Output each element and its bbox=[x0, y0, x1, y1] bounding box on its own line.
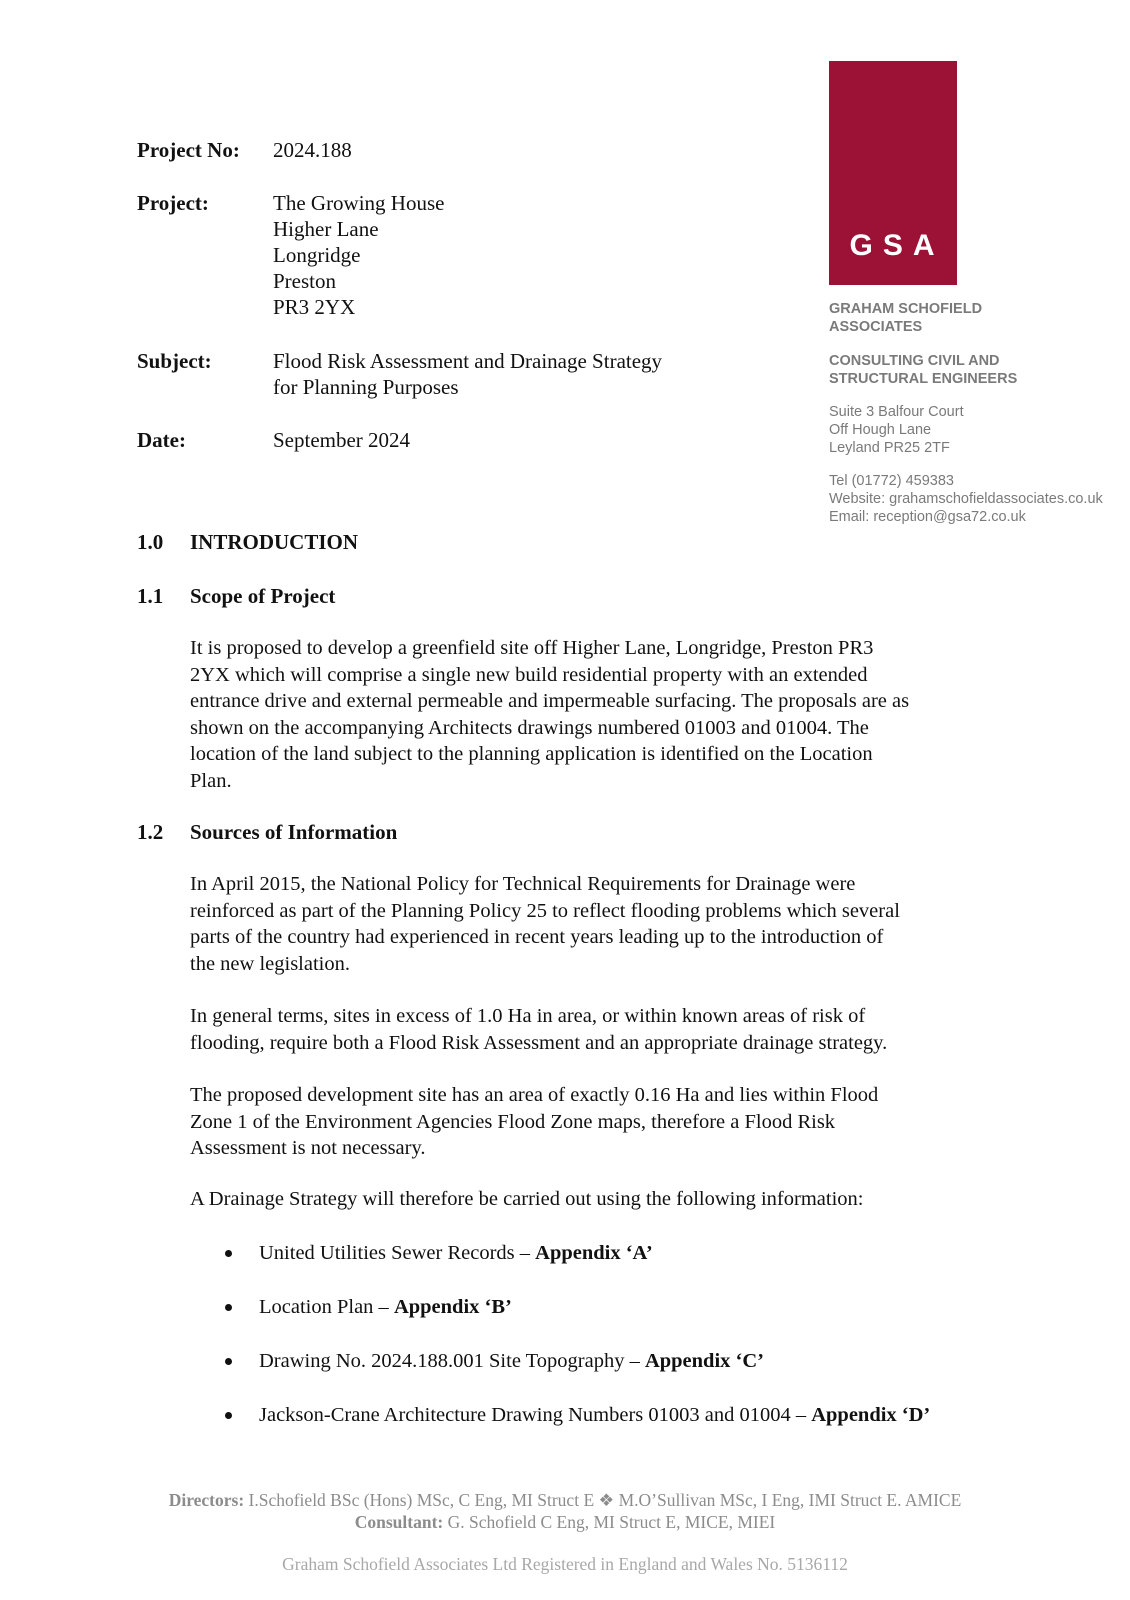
subject-line: Flood Risk Assessment and Drainage Strategy bbox=[273, 349, 663, 373]
paragraph-line: entrance drive and external permeable and impermeable surfacing. The proposals are as bbox=[190, 690, 910, 712]
logo-text: GSA bbox=[849, 229, 945, 262]
consultant-label: Consultant: bbox=[354, 1512, 444, 1532]
paragraph-line: The proposed development site has an area of exactly 0.16 Ha and lies within Flood bbox=[190, 1084, 879, 1106]
project-no-label: Project No: bbox=[137, 138, 240, 162]
sources-paragraph-1 bbox=[190, 871, 1010, 977]
project-line: PR3 2YX bbox=[273, 295, 356, 319]
footer-registration: Graham Schofield Associates Ltd Registered in England and Wales No. 5136112 bbox=[282, 1554, 848, 1574]
paragraph-line: It is proposed to develop a greenfield site off Higher Lane, Longridge, Preston PR3 bbox=[190, 637, 874, 659]
list-item bbox=[259, 1348, 930, 1402]
project-no-value: 2024.188 bbox=[273, 138, 352, 162]
list-item bbox=[259, 1294, 930, 1348]
consultant-text: G. Schofield C Eng, MI Struct E, MICE, MIEI bbox=[447, 1512, 776, 1532]
paragraph-line: Plan. bbox=[190, 769, 232, 792]
bullet-icon bbox=[225, 1412, 232, 1419]
footer-consultant bbox=[0, 1512, 1130, 1533]
section-number: 1.0 bbox=[137, 530, 164, 554]
company-email[interactable]: Email: reception@gsa72.co.uk bbox=[829, 509, 1026, 525]
project-label: Project: bbox=[137, 191, 209, 215]
section-title-scope: Scope of Project bbox=[190, 584, 336, 608]
list-item-text: Drawing No. 2024.188.001 Site Topography – bbox=[259, 1350, 645, 1372]
company-address-line: Suite 3 Balfour Court bbox=[829, 404, 964, 420]
company-name-line: ASSOCIATES bbox=[829, 319, 923, 335]
project-line: Longridge bbox=[273, 243, 361, 267]
paragraph-line: the new legislation. bbox=[190, 952, 350, 975]
section-number: 1.1 bbox=[137, 584, 164, 608]
project-line: The Growing House bbox=[273, 191, 445, 215]
footer-directors bbox=[0, 1490, 1130, 1511]
sources-paragraph-4: A Drainage Strategy will therefore be carried out using the following information: bbox=[190, 1188, 864, 1210]
appendix-ref: Appendix ‘D’ bbox=[811, 1404, 931, 1426]
gsa-logo bbox=[829, 61, 957, 285]
company-address-line: Off Hough Lane bbox=[829, 422, 932, 438]
paragraph-line: location of the land subject to the planning application is identified on the Location bbox=[190, 743, 873, 765]
directors-text: I.Schofield BSc (Hons) MSc, C Eng, MI Struct E bbox=[248, 1490, 595, 1510]
company-address-line: Leyland PR25 2TF bbox=[829, 440, 950, 456]
section-title-introduction: INTRODUCTION bbox=[190, 530, 359, 554]
subject-label: Subject: bbox=[137, 349, 212, 373]
company-website[interactable]: Website: grahamschofieldassociates.co.uk bbox=[829, 491, 1103, 507]
directors-text: M.O’Sullivan MSc, I Eng, IMI Struct E. AMICE bbox=[618, 1490, 962, 1510]
information-list bbox=[259, 1240, 930, 1456]
paragraph-line: In general terms, sites in excess of 1.0 Ha in area, or within known areas of risk of bbox=[190, 1005, 866, 1027]
paragraph-line: 2YX which will comprise a single new build residential property with an extended bbox=[190, 663, 868, 686]
list-item-text: United Utilities Sewer Records – bbox=[259, 1242, 536, 1264]
list-item bbox=[259, 1240, 930, 1294]
company-tagline-line: STRUCTURAL ENGINEERS bbox=[829, 371, 1018, 387]
sources-paragraph-3 bbox=[190, 1082, 1010, 1162]
list-item-text: Jackson-Crane Architecture Drawing Numbers 01003 and 01004 – bbox=[259, 1404, 812, 1426]
company-phone: Tel (01772) 459383 bbox=[829, 473, 954, 489]
project-line: Higher Lane bbox=[273, 217, 379, 241]
paragraph-line: reinforced as part of the Planning Policy 25 to reflect flooding problems which several bbox=[190, 899, 900, 922]
company-name-line: GRAHAM SCHOFIELD bbox=[829, 301, 983, 317]
section-title-sources: Sources of Information bbox=[190, 820, 398, 844]
subject-value bbox=[273, 348, 662, 400]
company-tagline-line: CONSULTING CIVIL AND bbox=[829, 353, 1000, 369]
paragraph-line: Assessment is not necessary. bbox=[190, 1137, 426, 1159]
date-value: September 2024 bbox=[273, 428, 411, 452]
scope-paragraph bbox=[190, 635, 1010, 794]
paragraph-line: In April 2015, the National Policy for Technical Requirements for Drainage were bbox=[190, 873, 856, 895]
appendix-ref: Appendix ‘C’ bbox=[644, 1350, 764, 1372]
paragraph-line: flooding, require both a Flood Risk Assessment and an appropriate drainage strategy. bbox=[190, 1031, 888, 1054]
appendix-ref: Appendix ‘B’ bbox=[393, 1296, 512, 1318]
paragraph-line: Zone 1 of the Environment Agencies Flood Zone maps, therefore a Flood Risk bbox=[190, 1110, 836, 1133]
bullet-icon bbox=[225, 1304, 232, 1311]
subject-line: for Planning Purposes bbox=[273, 375, 459, 399]
section-number: 1.2 bbox=[137, 820, 164, 844]
paragraph-line: shown on the accompanying Architects drawings numbered 01003 and 01004. The bbox=[190, 716, 869, 739]
list-item-text: Location Plan – bbox=[259, 1296, 394, 1318]
directors-label: Directors: bbox=[168, 1490, 245, 1510]
sources-paragraph-2 bbox=[190, 1003, 1010, 1056]
date-label: Date: bbox=[137, 428, 186, 452]
project-line: Preston bbox=[273, 269, 336, 293]
project-address bbox=[273, 190, 444, 320]
paragraph-line: parts of the country had experienced in recent years leading up to the introduction of bbox=[190, 926, 884, 948]
separator-icon: ❖ bbox=[598, 1490, 615, 1510]
company-block bbox=[829, 300, 1103, 526]
list-item bbox=[259, 1402, 930, 1456]
bullet-icon bbox=[225, 1250, 232, 1257]
bullet-icon bbox=[225, 1358, 232, 1365]
appendix-ref: Appendix ‘A’ bbox=[535, 1242, 653, 1264]
